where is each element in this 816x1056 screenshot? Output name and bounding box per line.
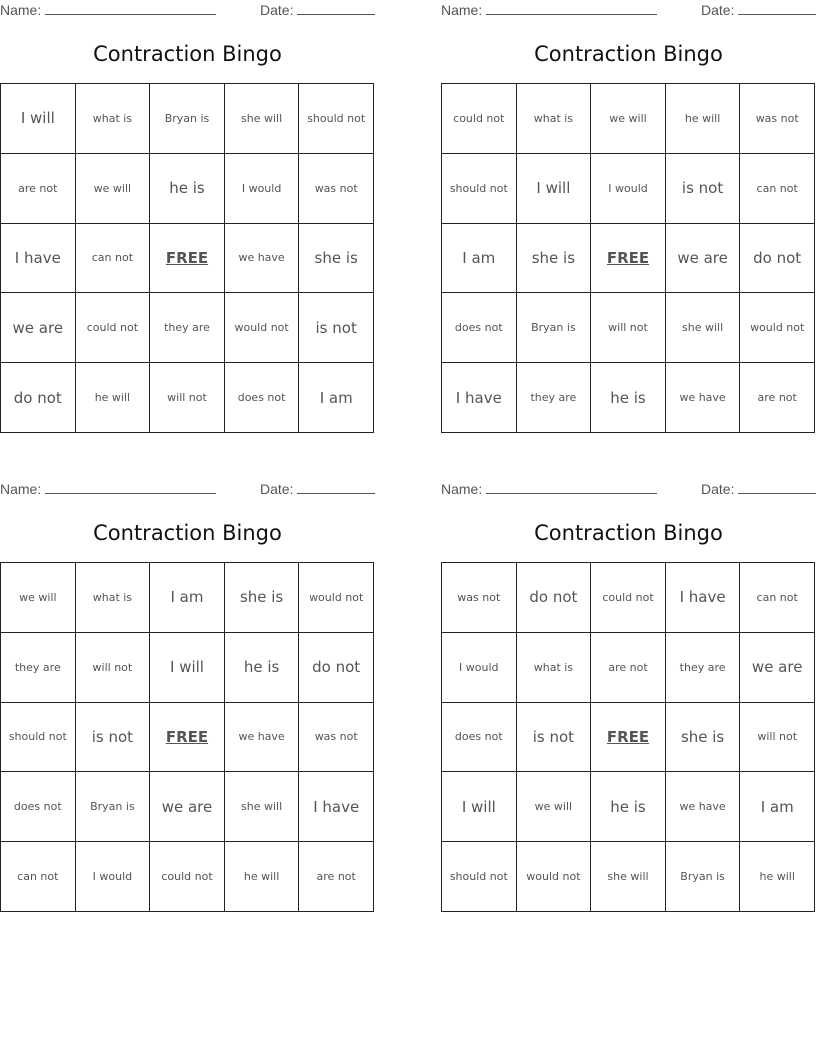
date-blank-line[interactable] [297,481,375,494]
bingo-cell[interactable]: could not [591,563,666,633]
date-field[interactable] [260,2,375,18]
header-row [0,2,375,20]
bingo-cell[interactable]: she will [591,842,666,912]
bingo-cell[interactable]: I am [299,363,374,433]
bingo-cell[interactable]: are not [299,842,374,912]
bingo-cell[interactable]: we are [150,772,225,842]
bingo-cell[interactable]: we are [740,633,815,703]
date-label: Date: [260,2,294,18]
bingo-cell[interactable]: could not [442,84,517,154]
bingo-cell[interactable]: will not [150,363,225,433]
name-field[interactable] [0,2,216,18]
name-blank-line[interactable] [486,481,657,494]
date-field[interactable] [701,2,816,18]
bingo-grid [441,562,815,912]
bingo-cell[interactable]: what is [76,84,151,154]
bingo-cell[interactable]: would not [740,293,815,363]
name-field[interactable] [0,481,216,497]
bingo-cell[interactable]: I will [150,633,225,703]
bingo-cell[interactable]: can not [76,224,151,294]
bingo-cell[interactable]: I am [442,224,517,294]
bingo-card-3 [0,479,375,919]
date-field[interactable] [701,481,816,497]
bingo-cell[interactable]: would not [225,293,300,363]
bingo-cell[interactable]: would not [517,842,592,912]
bingo-grid [0,562,374,912]
bingo-cell[interactable]: Bryan is [666,842,741,912]
bingo-cell[interactable]: does not [1,772,76,842]
bingo-cell[interactable]: I have [666,563,741,633]
bingo-cell[interactable]: can not [1,842,76,912]
bingo-cell[interactable]: we have [666,363,741,433]
bingo-cell[interactable]: we have [225,703,300,773]
bingo-cell[interactable]: I have [442,363,517,433]
bingo-card-2 [441,0,816,440]
date-blank-line[interactable] [297,2,375,15]
bingo-cell[interactable]: he will [740,842,815,912]
bingo-cell[interactable]: is not [299,293,374,363]
bingo-grid [0,83,374,433]
free-space-cell[interactable]: FREE [591,224,666,294]
bingo-cell[interactable]: they are [1,633,76,703]
free-space-cell[interactable]: FREE [591,703,666,773]
bingo-cell[interactable]: we are [1,293,76,363]
bingo-cell[interactable]: he is [225,633,300,703]
bingo-cell[interactable]: she is [299,224,374,294]
bingo-cell[interactable]: what is [517,633,592,703]
bingo-cell[interactable]: he is [591,772,666,842]
bingo-cell[interactable]: can not [740,563,815,633]
header-row [441,2,816,20]
date-field[interactable] [260,481,375,497]
bingo-cell[interactable]: was not [740,84,815,154]
bingo-cell[interactable]: do not [1,363,76,433]
bingo-cell[interactable]: Bryan is [76,772,151,842]
bingo-cell[interactable]: do not [740,224,815,294]
bingo-cell[interactable]: is not [517,703,592,773]
bingo-cell[interactable]: I am [150,563,225,633]
name-label: Name: [0,2,42,18]
bingo-cell[interactable]: we have [225,224,300,294]
bingo-cell[interactable]: could not [150,842,225,912]
bingo-cell[interactable]: will not [76,633,151,703]
bingo-cell[interactable]: will not [740,703,815,773]
card-title: Contraction Bingo [534,42,723,66]
bingo-cell[interactable]: I have [299,772,374,842]
bingo-cell[interactable]: they are [150,293,225,363]
name-blank-line[interactable] [486,2,657,15]
date-label: Date: [701,481,735,497]
header-row [441,481,816,499]
bingo-cell[interactable]: I will [517,154,592,224]
bingo-cell[interactable]: are not [740,363,815,433]
bingo-cell[interactable]: she is [225,563,300,633]
name-field[interactable] [441,481,657,497]
bingo-cell[interactable]: does not [225,363,300,433]
bingo-cell[interactable]: they are [517,363,592,433]
bingo-cell[interactable]: I will [1,84,76,154]
bingo-card-4 [441,479,816,919]
bingo-cell[interactable]: we will [1,563,76,633]
bingo-cell[interactable]: I have [1,224,76,294]
bingo-cell[interactable]: should not [442,842,517,912]
name-label: Name: [441,2,483,18]
name-field[interactable] [441,2,657,18]
bingo-cell[interactable]: what is [517,84,592,154]
bingo-cell[interactable]: does not [442,703,517,773]
bingo-grid [441,83,815,433]
name-blank-line[interactable] [45,2,216,15]
card-title: Contraction Bingo [534,521,723,545]
bingo-cell[interactable]: they are [666,633,741,703]
bingo-cell[interactable]: I would [225,154,300,224]
bingo-cell[interactable]: would not [299,563,374,633]
bingo-cell[interactable]: we will [517,772,592,842]
bingo-cell[interactable]: will not [591,293,666,363]
bingo-cell[interactable]: can not [740,154,815,224]
bingo-cell[interactable]: is not [666,154,741,224]
bingo-cell[interactable]: Bryan is [150,84,225,154]
bingo-cell[interactable]: she will [225,772,300,842]
bingo-cell[interactable]: she is [666,703,741,773]
bingo-card-1 [0,0,375,440]
bingo-cell[interactable]: should not [1,703,76,773]
free-space-cell[interactable]: FREE [150,703,225,773]
bingo-cell[interactable]: I will [442,772,517,842]
bingo-cell[interactable]: could not [76,293,151,363]
bingo-cell[interactable]: should not [299,84,374,154]
name-blank-line[interactable] [45,481,216,494]
card-title: Contraction Bingo [93,521,282,545]
bingo-cell[interactable]: was not [299,154,374,224]
bingo-cell[interactable]: was not [442,563,517,633]
bingo-cell[interactable]: does not [442,293,517,363]
bingo-cell[interactable]: is not [76,703,151,773]
bingo-cell[interactable]: she will [225,84,300,154]
date-blank-line[interactable] [738,2,816,15]
bingo-cell[interactable]: I would [76,842,151,912]
card-title: Contraction Bingo [93,42,282,66]
header-row [0,481,375,499]
bingo-cell[interactable]: was not [299,703,374,773]
bingo-cell[interactable]: are not [591,633,666,703]
date-blank-line[interactable] [738,481,816,494]
bingo-cell[interactable]: we have [666,772,741,842]
bingo-cell[interactable]: I would [442,633,517,703]
bingo-cell[interactable]: she is [517,224,592,294]
date-label: Date: [260,481,294,497]
bingo-cell[interactable]: Bryan is [517,293,592,363]
bingo-cell[interactable]: do not [299,633,374,703]
bingo-cell[interactable]: he will [666,84,741,154]
bingo-cell[interactable]: we are [666,224,741,294]
date-label: Date: [701,2,735,18]
bingo-cell[interactable]: I would [591,154,666,224]
free-space-cell[interactable]: FREE [150,224,225,294]
bingo-cell[interactable]: are not [1,154,76,224]
name-label: Name: [441,481,483,497]
bingo-cell[interactable]: we will [591,84,666,154]
bingo-cell[interactable]: I am [740,772,815,842]
bingo-cell[interactable]: she will [666,293,741,363]
bingo-cell[interactable]: what is [76,563,151,633]
bingo-cell[interactable]: he is [591,363,666,433]
name-label: Name: [0,481,42,497]
bingo-cell[interactable]: should not [442,154,517,224]
bingo-cell[interactable]: he will [76,363,151,433]
bingo-cell[interactable]: we will [76,154,151,224]
bingo-cell[interactable]: he is [150,154,225,224]
bingo-cell[interactable]: he will [225,842,300,912]
bingo-cell[interactable]: do not [517,563,592,633]
